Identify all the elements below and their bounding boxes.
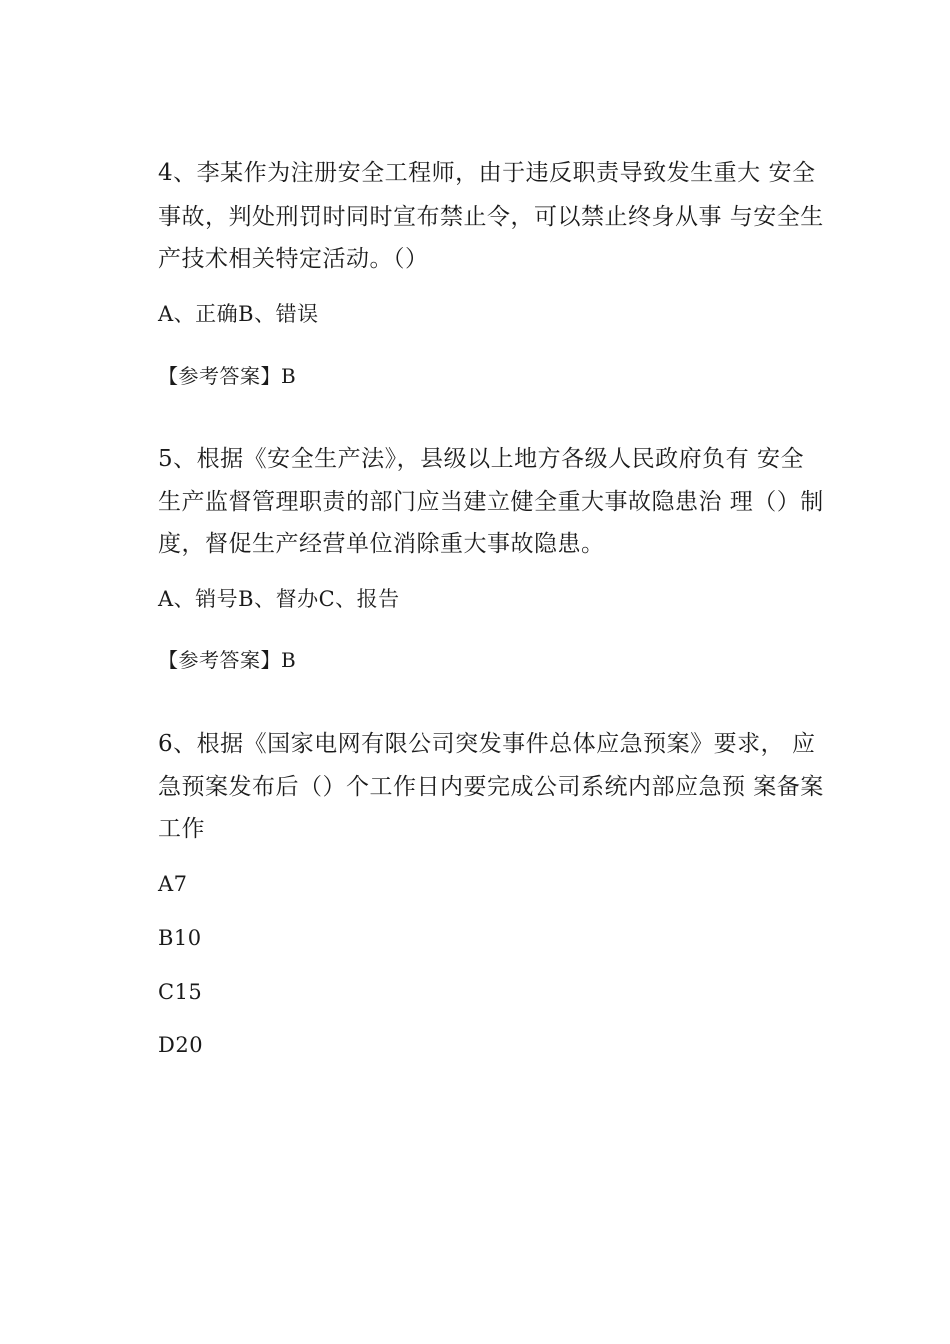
question-5-answer: 【参考答案】B: [158, 648, 297, 672]
question-4-line-1: 4、李某作为注册安全工程师，由于违反职责导致发生重大 安全: [158, 160, 816, 186]
question-4-answer: 【参考答案】B: [158, 364, 297, 388]
question-6-choice-d: D20: [158, 1033, 204, 1057]
question-6-line-2: 急预案发布后（）个工作日内要完成公司系统内部应急预 案备案: [158, 774, 824, 800]
question-6-choice-a: A7: [158, 872, 188, 896]
question-4-line-2: 事故，判处刑罚时同时宣布禁止令，可以禁止终身从事 与安全生: [158, 204, 824, 230]
question-5-line-3: 度，督促生产经营单位消除重大事故隐患。: [158, 531, 605, 557]
question-5-options: A、销号B、督办C、报告: [158, 587, 400, 611]
question-6-line-1: 6、根据《国家电网有限公司突发事件总体应急预案》要求， 应: [158, 731, 816, 757]
question-4-line-3: 产技术相关特定活动。（）: [158, 246, 429, 272]
question-6-line-3: 工作: [158, 816, 205, 842]
question-6-choice-b: B10: [158, 926, 202, 950]
question-5-line-1: 5、根据《安全生产法》，县级以上地方各级人民政府负有 安全: [158, 446, 804, 472]
question-4-options: A、正确B、错误: [158, 302, 319, 326]
question-6-choice-c: C15: [158, 980, 203, 1004]
question-5-line-2: 生产监督管理职责的部门应当建立健全重大事故隐患治 理（）制: [158, 489, 824, 515]
